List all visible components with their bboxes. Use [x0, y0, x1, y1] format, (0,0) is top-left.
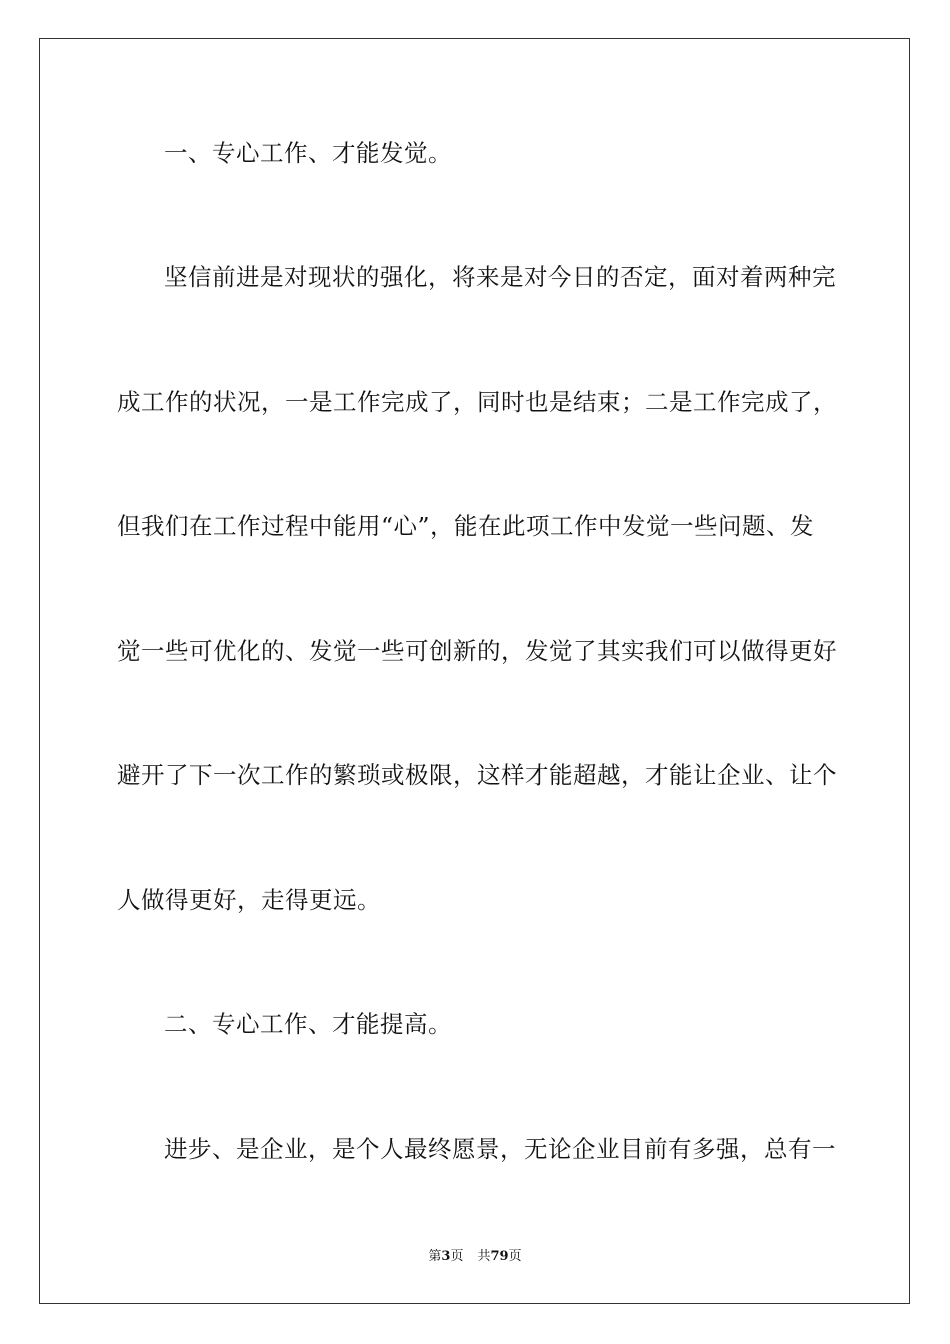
total-prefix: 共: [477, 1249, 491, 1264]
body-line: 坚信前进是对现状的强化，将来是对今日的否定，面对着两种完: [164, 263, 836, 291]
total-pages: 79: [490, 1249, 509, 1264]
section-heading-2: 二、专心工作、才能提高。: [164, 1010, 452, 1038]
total-suffix: 页: [508, 1249, 522, 1264]
body-line: 成工作的状况，一是工作完成了，同时也是结束；二是工作完成了，: [117, 388, 837, 416]
body-line: 觉一些可优化的、发觉一些可创新的，发觉了其实我们可以做得更好: [117, 637, 837, 665]
page-prefix: 第: [428, 1249, 442, 1264]
page-number: 3: [441, 1249, 451, 1264]
body-line: 进步、是企业，是个人最终愿景，无论企业目前有多强，总有一: [164, 1135, 836, 1163]
body-line: 避开了下一次工作的繁琐或极限，这样才能超越，才能让企业、让个: [117, 761, 837, 789]
page-border: [39, 38, 910, 1304]
page-suffix: 页: [450, 1249, 464, 1264]
body-line: 人做得更好，走得更远。: [117, 886, 381, 914]
page-footer: [0, 1249, 950, 1265]
body-line: 但我们在工作过程中能用“心”，能在此项工作中发觉一些问题、发: [117, 512, 815, 540]
section-heading-1: 一、专心工作、才能发觉。: [164, 139, 452, 167]
